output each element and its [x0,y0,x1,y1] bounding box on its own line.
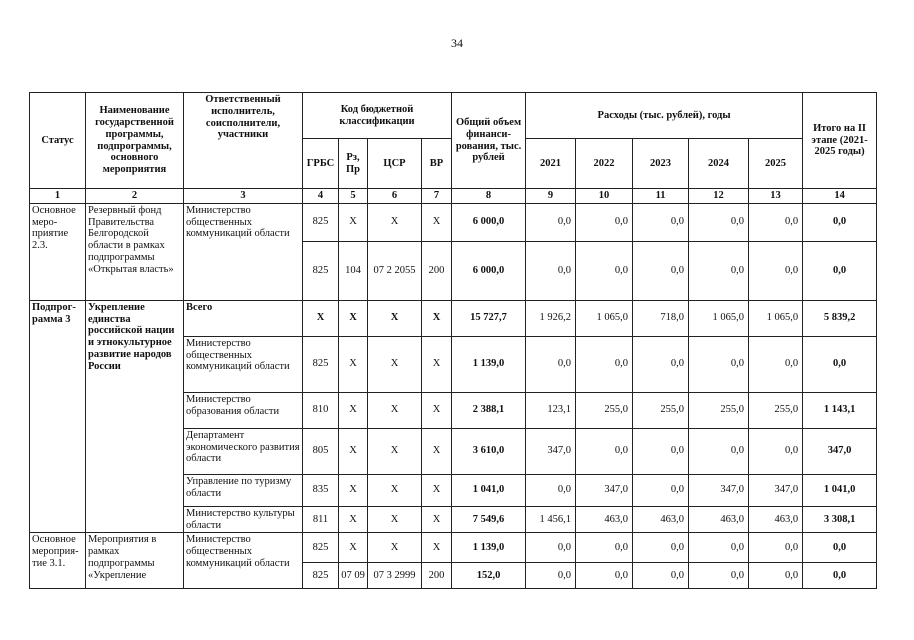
column-number: 9 [526,189,576,204]
table-row [30,203,877,241]
column-number: 8 [452,189,526,204]
year-value-cell: 0,0 [749,241,803,300]
header-year: 2022 [576,139,633,189]
year-value-cell: 0,0 [689,336,749,392]
header-year: 2023 [633,139,689,189]
vr-cell: X [422,533,452,563]
year-value-cell: 255,0 [576,392,633,428]
year-value-cell: 0,0 [526,533,576,563]
csr-cell: X [368,474,422,506]
responsible-cell: Департамент экономического развития области [184,428,303,474]
responsible-cell: Министерство общественных коммуникаций области [184,533,303,589]
total-cell: 152,0 [452,563,526,589]
year-value-cell: 123,1 [526,392,576,428]
csr-cell: X [368,392,422,428]
itogo-cell: 1 143,1 [803,392,877,428]
year-value-cell: 347,0 [576,474,633,506]
header-name: Наименование государственной программы, подпрограммы, основного мероприятия [86,93,184,189]
column-number: 11 [633,189,689,204]
year-value-cell: 0,0 [633,336,689,392]
year-value-cell: 347,0 [749,474,803,506]
year-value-cell: 0,0 [576,336,633,392]
header-year: 2025 [749,139,803,189]
column-number: 10 [576,189,633,204]
responsible-cell: Министерство культуры области [184,506,303,533]
rzpr-cell: 104 [339,241,368,300]
grbs-cell: 825 [303,241,339,300]
page-number: 34 [451,36,463,50]
year-value-cell: 0,0 [526,241,576,300]
vr-cell: X [422,300,452,336]
year-value-cell: 1 065,0 [689,300,749,336]
total-cell: 1 041,0 [452,474,526,506]
header-grbs: ГРБС [303,139,339,189]
year-value-cell: 0,0 [526,474,576,506]
year-value-cell: 1 065,0 [576,300,633,336]
total-cell: 2 388,1 [452,392,526,428]
grbs-cell: 810 [303,392,339,428]
name-cell: Резервный фонд Правительства Белгородской области в рамках подпрограммы «Открытая власть» [86,203,184,300]
year-value-cell: 1 456,1 [526,506,576,533]
year-value-cell: 0,0 [576,203,633,241]
year-value-cell: 0,0 [633,533,689,563]
year-value-cell: 0,0 [526,203,576,241]
year-value-cell: 463,0 [689,506,749,533]
budget-table [29,92,877,589]
column-number-row [30,189,877,204]
csr-cell: X [368,203,422,241]
header-rzpr: Рз, Пр [339,139,368,189]
total-cell: 6 000,0 [452,241,526,300]
responsible-cell: Управление по туризму области [184,474,303,506]
year-value-cell: 0,0 [526,563,576,589]
grbs-cell: 811 [303,506,339,533]
rzpr-cell: X [339,300,368,336]
total-cell: 1 139,0 [452,533,526,563]
vr-cell: X [422,392,452,428]
year-value-cell: 255,0 [633,392,689,428]
grbs-cell: 825 [303,533,339,563]
rzpr-cell: 07 09 [339,563,368,589]
year-value-cell: 0,0 [633,428,689,474]
itogo-cell: 0,0 [803,203,877,241]
year-value-cell: 0,0 [633,563,689,589]
year-value-cell: 0,0 [749,533,803,563]
header-row [30,93,877,139]
vr-cell: 200 [422,563,452,589]
vr-cell: 200 [422,241,452,300]
column-number: 5 [339,189,368,204]
header-year: 2024 [689,139,749,189]
itogo-cell: 1 041,0 [803,474,877,506]
vr-cell: X [422,428,452,474]
header-year: 2021 [526,139,576,189]
year-value-cell: 347,0 [526,428,576,474]
vr-cell: X [422,203,452,241]
name-cell: Мероприятия в рамках подпрограммы «Укрепление [86,533,184,589]
rzpr-cell: X [339,336,368,392]
itogo-cell: 0,0 [803,563,877,589]
year-value-cell: 463,0 [749,506,803,533]
status-cell: Подпрог-рамма 3 [30,300,86,533]
year-value-cell: 0,0 [749,563,803,589]
grbs-cell: 805 [303,428,339,474]
total-cell: 15 727,7 [452,300,526,336]
vr-cell: X [422,506,452,533]
year-value-cell: 0,0 [749,428,803,474]
column-number: 2 [86,189,184,204]
year-value-cell: 0,0 [689,241,749,300]
column-number: 4 [303,189,339,204]
column-number: 6 [368,189,422,204]
responsible-cell: Министерство общественных коммуникаций области [184,203,303,300]
column-number: 7 [422,189,452,204]
year-value-cell: 0,0 [689,428,749,474]
vr-cell: X [422,474,452,506]
year-value-cell: 0,0 [526,336,576,392]
grbs-cell: 835 [303,474,339,506]
responsible-cell: Всего [184,300,303,336]
responsible-cell: Министерство общественных коммуникаций области [184,336,303,392]
itogo-cell: 0,0 [803,336,877,392]
column-number: 1 [30,189,86,204]
year-value-cell: 0,0 [576,428,633,474]
rzpr-cell: X [339,474,368,506]
csr-cell: X [368,300,422,336]
header-csr: ЦСР [368,139,422,189]
itogo-cell: 0,0 [803,241,877,300]
csr-cell: 07 2 2055 [368,241,422,300]
year-value-cell: 0,0 [689,203,749,241]
header-status: Статус [30,93,86,189]
itogo-cell: 347,0 [803,428,877,474]
table-row [30,533,877,563]
csr-cell: X [368,336,422,392]
year-value-cell: 255,0 [749,392,803,428]
total-cell: 7 549,6 [452,506,526,533]
column-number: 13 [749,189,803,204]
status-cell: Основное мероприя-тие 3.1. [30,533,86,589]
itogo-cell: 3 308,1 [803,506,877,533]
column-number: 12 [689,189,749,204]
status-cell: Основное меро-приятие 2.3. [30,203,86,300]
rzpr-cell: X [339,392,368,428]
year-value-cell: 718,0 [633,300,689,336]
grbs-cell: X [303,300,339,336]
header-responsible: Ответственный исполнитель, соисполнители, участники [184,93,303,189]
year-value-cell: 347,0 [689,474,749,506]
year-value-cell: 0,0 [576,563,633,589]
year-value-cell: 463,0 [633,506,689,533]
year-value-cell: 0,0 [576,533,633,563]
csr-cell: 07 3 2999 [368,563,422,589]
total-cell: 1 139,0 [452,336,526,392]
header-total: Общий объем финанси-рования, тыс. рублей [452,93,526,189]
year-value-cell: 0,0 [633,203,689,241]
rzpr-cell: X [339,428,368,474]
rzpr-cell: X [339,203,368,241]
year-value-cell: 0,0 [749,203,803,241]
year-value-cell: 255,0 [689,392,749,428]
grbs-cell: 825 [303,336,339,392]
year-value-cell: 0,0 [749,336,803,392]
year-value-cell: 0,0 [633,241,689,300]
year-value-cell: 1 065,0 [749,300,803,336]
year-value-cell: 463,0 [576,506,633,533]
year-value-cell: 0,0 [633,474,689,506]
csr-cell: X [368,506,422,533]
year-value-cell: 0,0 [689,533,749,563]
header-itogo: Итого на II этапе (2021-2025 годы) [803,93,877,189]
csr-cell: X [368,533,422,563]
table-row [30,300,877,336]
vr-cell: X [422,336,452,392]
year-value-cell: 0,0 [689,563,749,589]
grbs-cell: 825 [303,203,339,241]
column-number: 3 [184,189,303,204]
itogo-cell: 0,0 [803,533,877,563]
year-value-cell: 0,0 [576,241,633,300]
column-number: 14 [803,189,877,204]
rzpr-cell: X [339,506,368,533]
itogo-cell: 5 839,2 [803,300,877,336]
rzpr-cell: X [339,533,368,563]
csr-cell: X [368,428,422,474]
total-cell: 3 610,0 [452,428,526,474]
total-cell: 6 000,0 [452,203,526,241]
header-expenses: Расходы (тыс. рублей), годы [526,93,803,139]
responsible-cell: Министерство образования области [184,392,303,428]
grbs-cell: 825 [303,563,339,589]
header-budget-code: Код бюджетной классификации [303,93,452,139]
header-vr: ВР [422,139,452,189]
name-cell: Укрепление единства российской нации и этнокультурное развитие народов России [86,300,184,533]
year-value-cell: 1 926,2 [526,300,576,336]
